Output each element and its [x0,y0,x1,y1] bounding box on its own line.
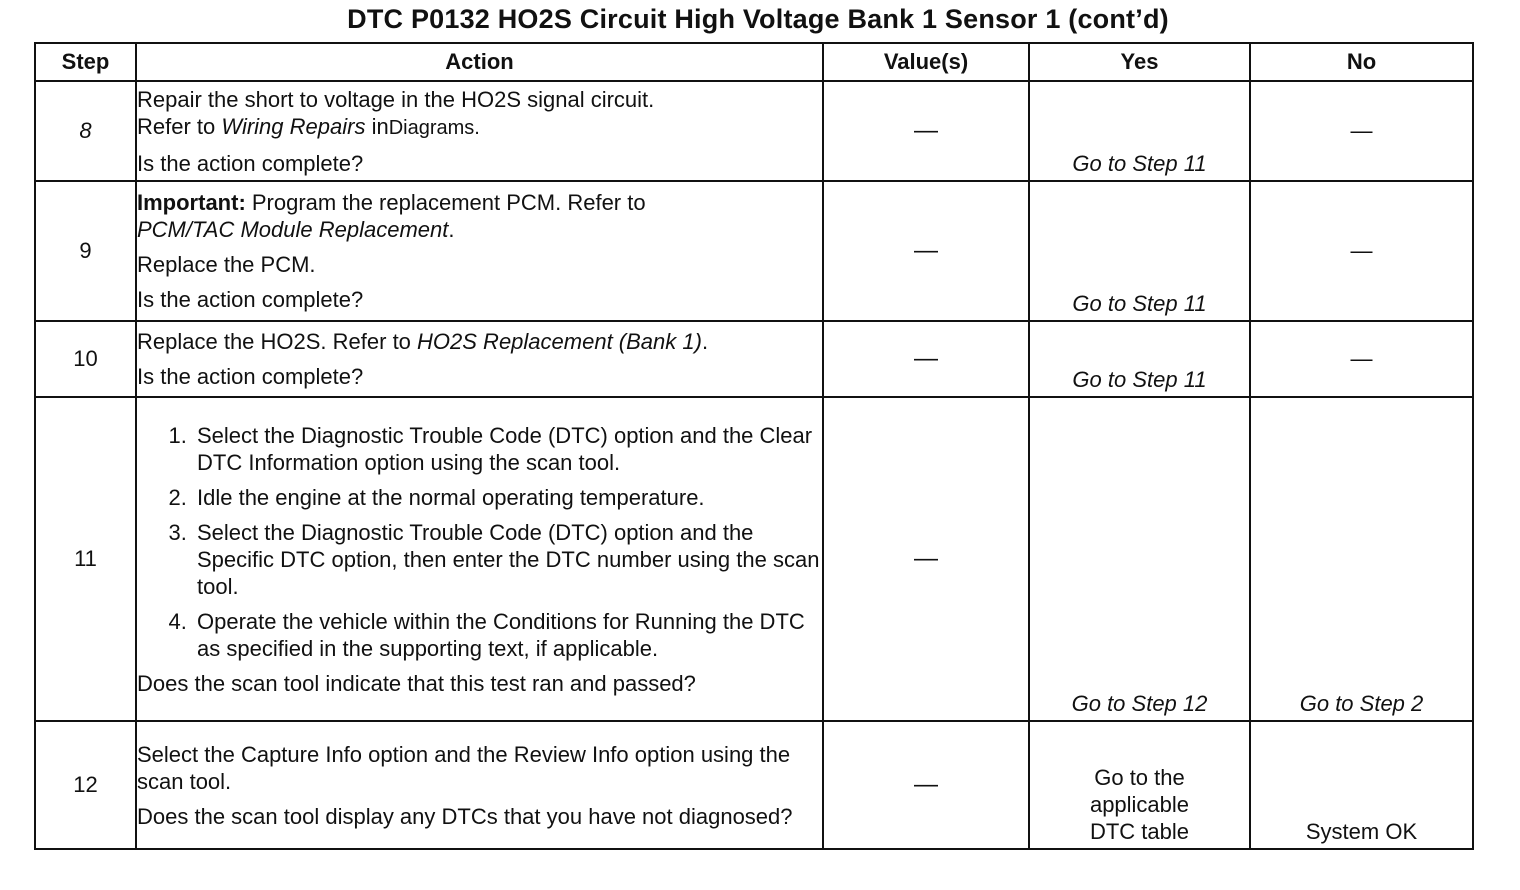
yes-cell [1029,397,1250,721]
yes-result: Go to the applicable DTC table [1089,765,1190,844]
page-title: DTC P0132 HO2S Circuit High Voltage Bank 1 Sensor 1 (cont’d) [347,4,1169,34]
action-cell [136,721,823,849]
action-text: Select the Capture Info option and the Review Info option using the scan tool. [137,741,791,794]
reference-link: Wiring Repairs [221,113,366,139]
no-cell: — [1250,181,1473,321]
table-row [35,721,1473,849]
value-cell: — [823,81,1029,181]
no-cell: — [1250,81,1473,181]
action-reference-line [137,113,822,142]
diagnostic-table [34,42,1474,850]
reference-link: HO2S Replacement (Bank 1) [417,329,702,354]
yes-result: Go to Step 11 [1072,291,1207,316]
no-result: System OK [1305,819,1418,844]
step-number: 9 [35,181,136,321]
yes-result: Go to Step 11 [1072,367,1207,392]
no-result: Go to Step 2 [1299,691,1424,716]
action-reference-line [137,216,822,243]
yes-cell [1029,321,1250,397]
action-cell [136,81,823,181]
value-cell: — [823,397,1029,721]
action-text: Replace the PCM. [137,252,316,277]
no-cell [1250,721,1473,849]
yes-result: Go to Step 11 [1072,151,1207,176]
no-cell [1250,397,1473,721]
action-question: Does the scan tool display any DTCs that you have not diagnosed? [137,803,793,829]
yes-cell [1029,721,1250,849]
table-row [35,397,1473,721]
action-text: in [365,113,389,139]
action-text: Refer to [137,113,222,139]
header-yes: Yes [1029,43,1250,81]
list-item: 4. Operate the vehicle within the Conditions for Running the DTC as specified in the supporting text, if applicable. [193,608,822,662]
action-cell [136,181,823,321]
value-cell: — [823,181,1029,321]
value-cell: — [823,721,1029,849]
table-row [35,81,1473,181]
header-action: Action [136,43,823,81]
action-text: Program the replacement PCM. Refer to [245,190,646,215]
list-item: 3. Select the Diagnostic Trouble Code (DTC) option and the Specific DTC option, then enter the DTC number using the scan tool. [193,519,822,600]
yes-result: Go to Step 12 [1071,691,1208,716]
no-cell: — [1250,321,1473,397]
table-row [35,181,1473,321]
action-text: Repair the short to voltage in the HO2S signal circuit. [137,86,655,112]
action-cell [136,321,823,397]
header-no: No [1250,43,1473,81]
action-reference-line [137,328,822,355]
list-item: 2. Idle the engine at the normal operating temperature. [193,484,822,511]
action-question: Is the action complete? [137,150,364,176]
header-values: Value(s) [823,43,1029,81]
table-header-row [35,43,1473,81]
action-cell [136,397,823,721]
step-number: 11 [35,397,136,721]
reference-link: PCM/TAC Module Replacement [137,217,449,242]
table-row [35,321,1473,397]
yes-cell [1029,81,1250,181]
action-text: . [448,217,455,242]
header-step: Step [35,43,136,81]
step-number: 12 [35,721,136,849]
numbered-step-list [137,422,822,662]
list-item: 1. Select the Diagnostic Trouble Code (DTC) option and the Clear DTC Information option using the scan tool. [193,422,822,476]
action-text: Diagrams. [388,116,480,139]
action-text: . [701,329,709,354]
action-question: Is the action complete? [137,364,364,389]
step-number: 10 [35,321,136,397]
yes-cell [1029,181,1250,321]
step-number: 8 [35,81,136,181]
value-cell: — [823,321,1029,397]
important-label: Important: [137,190,246,215]
action-question: Does the scan tool indicate that this test ran and passed? [137,670,696,696]
action-important-line [137,189,822,216]
action-text: Replace the HO2S. Refer to [137,329,418,354]
action-question: Is the action complete? [137,287,364,312]
